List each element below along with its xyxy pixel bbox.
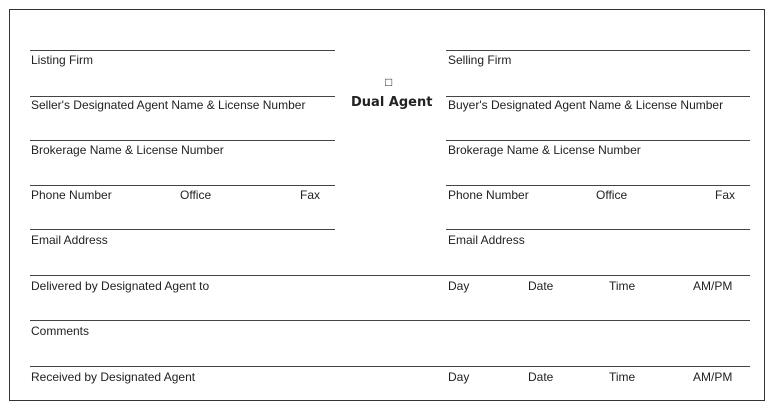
delivered-ampm-label: AM/PM (693, 279, 733, 293)
right-phone-label: Phone Number (448, 188, 529, 202)
received-date-label: Date (528, 370, 554, 384)
right-office-label: Office (596, 188, 628, 202)
right-email-line[interactable] (446, 229, 750, 230)
comments-label: Comments (31, 324, 90, 338)
delivered-label: Delivered by Designated Agent to (31, 279, 210, 293)
right-brokerage-label: Brokerage Name & License Number (448, 143, 641, 157)
left-email-label: Email Address (31, 233, 108, 247)
delivered-line[interactable] (30, 275, 750, 276)
listing-firm-label: Listing Firm (31, 53, 94, 67)
comments-line[interactable] (30, 320, 750, 321)
selling-firm-label: Selling Firm (448, 53, 512, 67)
received-label: Received by Designated Agent (31, 370, 196, 384)
left-office-label: Office (180, 188, 212, 202)
seller-agent-line[interactable] (30, 96, 335, 97)
right-phone-line[interactable] (446, 185, 750, 186)
delivered-date-label: Date (528, 279, 554, 293)
selling-firm-line[interactable] (446, 50, 750, 51)
seller-agent-label: Seller's Designated Agent Name & License Number (31, 98, 306, 112)
form-frame (9, 9, 765, 401)
dual-agent-label: Dual Agent (351, 95, 433, 110)
left-brokerage-line[interactable] (30, 140, 335, 141)
listing-firm-line[interactable] (30, 50, 335, 51)
received-day-label: Day (448, 370, 470, 384)
left-email-line[interactable] (30, 229, 335, 230)
dual-agent-checkbox[interactable]: □ (385, 75, 393, 89)
buyer-agent-line[interactable] (446, 96, 750, 97)
right-brokerage-line[interactable] (446, 140, 750, 141)
left-fax-label: Fax (299, 188, 320, 202)
right-fax-label: Fax (714, 188, 735, 202)
received-ampm-label: AM/PM (693, 370, 733, 384)
right-email-label: Email Address (448, 233, 525, 247)
delivered-time-label: Time (609, 279, 636, 293)
left-phone-label: Phone Number (31, 188, 112, 202)
left-phone-line[interactable] (30, 185, 335, 186)
left-brokerage-label: Brokerage Name & License Number (31, 143, 224, 157)
received-line[interactable] (30, 366, 750, 367)
buyer-agent-label: Buyer's Designated Agent Name & License Number (448, 98, 724, 112)
delivered-day-label: Day (448, 279, 470, 293)
received-time-label: Time (609, 370, 636, 384)
